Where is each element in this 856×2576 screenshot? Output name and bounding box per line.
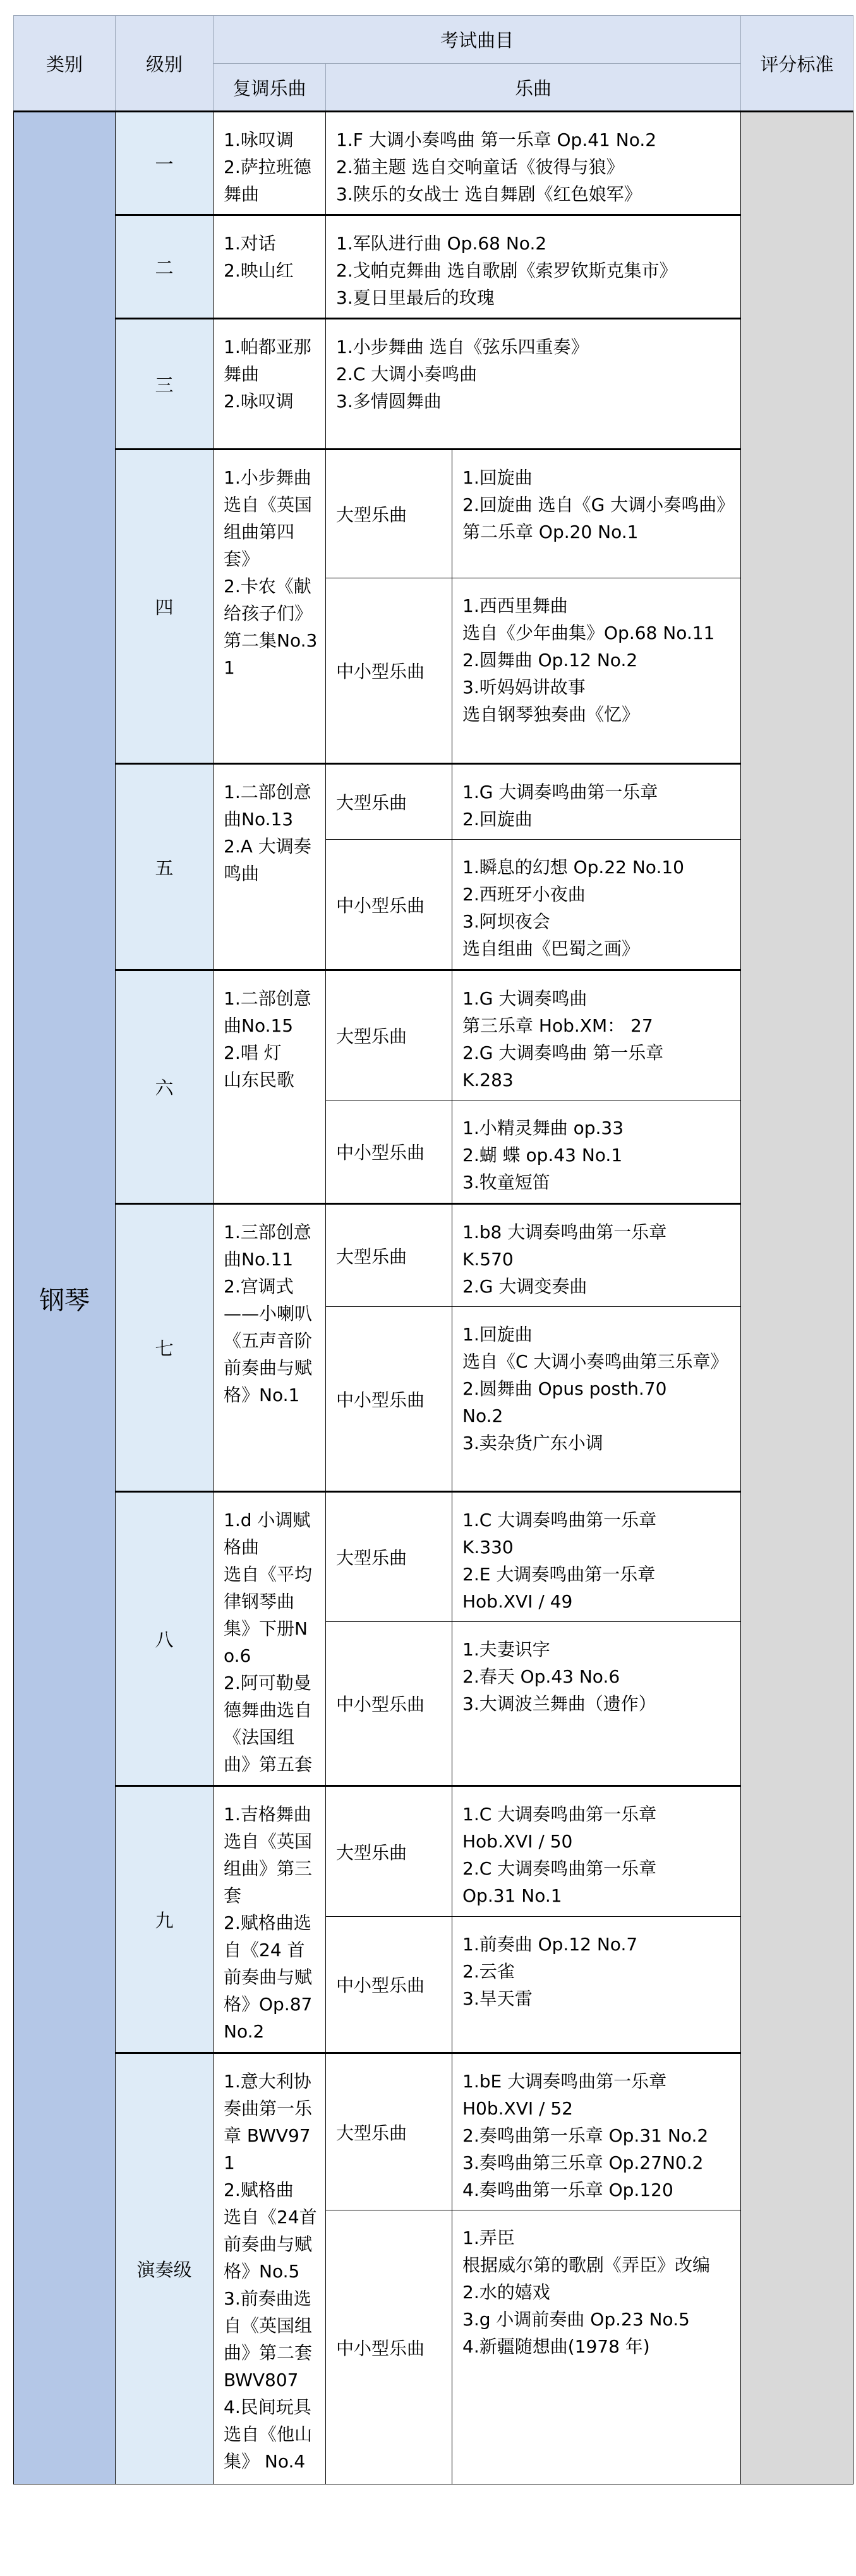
level-cell: 二 (116, 215, 214, 319)
piece-item: 2.奏鸣曲第一乐章 Op.31 No.2 (462, 2125, 709, 2146)
medium-pieces-cell (452, 1622, 741, 1786)
piano-exam-table (13, 15, 853, 2484)
piece-item: 2.回旋曲 选自《G 大调小奏鸣曲》 (462, 494, 735, 515)
category-cell (14, 112, 116, 2484)
large-pieces-label: 大型乐曲 (326, 764, 452, 840)
level-cell: 八 (116, 1492, 214, 1786)
piece-item: Op.31 No.1 (462, 1885, 562, 1906)
table-body (14, 112, 853, 2484)
table-row (14, 215, 853, 319)
level-cell: 六 (116, 970, 214, 1204)
piece-item: 第三乐章 Hob.XM： 27 (462, 1015, 653, 1036)
piece-item: 1.咏叹调 (224, 129, 294, 150)
medium-pieces-cell (452, 1917, 741, 2053)
piece-item: 2.A 大调奏鸣曲 (224, 836, 311, 884)
large-pieces-cell (452, 970, 741, 1100)
medium-pieces-cell (452, 1307, 741, 1492)
piece-item: 选自《平均律钢琴曲集》下册No.6 (224, 1564, 313, 1666)
piece-item: 2.圆舞曲 Opus posth.70 (462, 1378, 667, 1399)
piece-item: 2.E 大调奏鸣曲第一乐章 (462, 1564, 656, 1585)
large-pieces-label: 大型乐曲 (326, 2053, 452, 2210)
header-category: 类别 (14, 16, 116, 112)
piece-item: 1.前奏曲 Op.12 No.7 (462, 1934, 638, 1955)
piece-item: 根据威尔第的歌剧《弄臣》改编 (462, 2255, 711, 2275)
piece-item: 2.卡农《献给孩子们》第二集No.31 (224, 576, 318, 678)
pieces-cell (326, 112, 741, 215)
piece-item: 3.前奏曲选自《英国组曲》第二套BWV807 (224, 2288, 313, 2390)
piece-item: 2.戈帕克舞曲 选自歌剧《索罗钦斯克集市》 (336, 260, 677, 281)
polyphonic-cell (214, 1786, 326, 2053)
piece-item: 2.猫主题 选自交响童话《彼得与狼》 (336, 157, 624, 177)
piece-item: 1.小精灵舞曲 op.33 (462, 1118, 624, 1138)
polyphonic-cell (214, 319, 326, 450)
piece-item: K.330 (462, 1537, 514, 1558)
piece-item: 1.小步舞曲 选自《弦乐四重奏》 (336, 337, 589, 357)
piece-item: 1.F 大调小奏鸣曲 第一乐章 Op.41 No.2 (336, 129, 657, 150)
large-pieces-label: 大型乐曲 (326, 970, 452, 1100)
piece-item: No.2 (462, 1405, 503, 1426)
piece-item: 2.映山红 (224, 260, 294, 281)
piece-item: 3.多情圆舞曲 (336, 391, 442, 412)
level-cell: 三 (116, 319, 214, 450)
medium-pieces-label: 中小型乐曲 (326, 2210, 452, 2484)
piece-item: 3.牧童短笛 (462, 1172, 550, 1193)
piece-item: 1.小步舞曲选自《英国组曲第四套》 (224, 467, 313, 569)
medium-pieces-label: 中小型乐曲 (326, 1307, 452, 1492)
piece-item: 选自组曲《巴蜀之画》 (462, 938, 640, 959)
piece-item: 1.C 大调奏鸣曲第一乐章 (462, 1510, 657, 1530)
piece-item: 2.唱 灯 (224, 1042, 282, 1063)
piece-item: 1.G 大调奏鸣曲第一乐章 (462, 782, 658, 802)
level-cell: 演奏级 (116, 2053, 214, 2484)
piece-item: 3.陕乐的女战士 选自舞剧《红色娘军》 (336, 184, 642, 205)
piece-item: 1.帕都亚那舞曲 (224, 337, 311, 385)
level-cell: 五 (116, 764, 214, 970)
large-pieces-label: 大型乐曲 (326, 1786, 452, 1917)
piece-item: 1.b8 大调奏鸣曲第一乐章 (462, 1222, 667, 1243)
polyphonic-cell (214, 1204, 326, 1492)
header-pieces: 乐曲 (326, 64, 741, 112)
piece-item: 2.春天 Op.43 No.6 (462, 1666, 620, 1687)
large-pieces-cell (452, 450, 741, 578)
polyphonic-cell (214, 215, 326, 319)
piece-item: 1.回旋曲 (462, 467, 533, 488)
medium-pieces-label: 中小型乐曲 (326, 578, 452, 764)
header-exam-pieces: 考试曲目 (214, 16, 741, 64)
table-row (14, 1492, 853, 1622)
piece-item: 2.水的嬉戏 (462, 2282, 550, 2303)
large-pieces-label: 大型乐曲 (326, 1492, 452, 1622)
large-pieces-label: 大型乐曲 (326, 450, 452, 578)
piece-item: Hob.XVI / 49 (462, 1591, 573, 1612)
piece-item: K.283 (462, 1070, 514, 1090)
piece-item: 2.G 大调变奏曲 (462, 1276, 588, 1297)
piece-item: 1.意大利协奏曲第一乐章 BWV971 (224, 2071, 313, 2173)
piece-item: H0b.XVI / 52 (462, 2098, 573, 2119)
table-row (14, 970, 853, 1100)
pieces-cell (326, 215, 741, 319)
piece-item: 选自《24首前奏曲与赋格》No.5 (224, 2207, 317, 2282)
piece-item: 2.圆舞曲 Op.12 No.2 (462, 650, 638, 671)
polyphonic-cell (214, 112, 326, 215)
piece-item: 3.卖杂货广东小调 (462, 1433, 603, 1453)
piece-item: 3.夏日里最后的玫瑰 (336, 287, 495, 308)
polyphonic-cell (214, 2053, 326, 2484)
piece-item: 2.西班牙小夜曲 (462, 884, 586, 905)
table-row (14, 1786, 853, 1917)
piece-item: 3.奏鸣曲第三乐章 Op.27N0.2 (462, 2152, 704, 2173)
table-row (14, 2053, 853, 2210)
level-cell: 九 (116, 1786, 214, 2053)
level-cell: 四 (116, 450, 214, 764)
piece-item: Hob.XVI / 50 (462, 1831, 573, 1852)
piece-item: 1.回旋曲 (462, 1324, 533, 1345)
piece-item: 1.d 小调赋格曲 (224, 1510, 311, 1558)
piece-item: 1.C 大调奏鸣曲第一乐章 (462, 1804, 657, 1825)
piece-item: 2.宫调式——小喇叭《五声音阶前奏曲与赋格》No.1 (224, 1276, 313, 1405)
piece-item: 山东民歌 (224, 1070, 295, 1090)
header-scoring: 评分标准 (741, 16, 853, 112)
piece-item: 第二乐章 Op.20 No.1 (462, 522, 639, 542)
piece-item: 1.二部创意曲No.13 (224, 782, 311, 830)
medium-pieces-label: 中小型乐曲 (326, 1622, 452, 1786)
piece-item: 2.C 大调小奏鸣曲 (336, 364, 478, 385)
piece-item: 1.bE 大调奏鸣曲第一乐章 (462, 2071, 667, 2092)
table-row (14, 1204, 853, 1307)
piece-item: 1.三部创意曲No.11 (224, 1222, 311, 1270)
piece-item: 1.弄臣 (462, 2227, 515, 2248)
medium-pieces-label: 中小型乐曲 (326, 840, 452, 970)
piece-item: 2.赋格曲 (224, 2179, 294, 2200)
medium-pieces-cell (452, 1100, 741, 1204)
header-polyphonic: 复调乐曲 (214, 64, 326, 112)
piece-item: 3.旱天雷 (462, 1988, 533, 2009)
piece-item: 2.萨拉班德舞曲 (224, 157, 311, 205)
table-row (14, 764, 853, 840)
piece-item: 选自钢琴独奏曲《忆》 (462, 704, 640, 725)
piece-item: 3.听妈妈讲故事 (462, 677, 586, 698)
piece-item: 2.蝴 蝶 op.43 No.1 (462, 1145, 623, 1166)
piece-item: K.570 (462, 1249, 514, 1270)
polyphonic-cell (214, 970, 326, 1204)
large-pieces-cell (452, 2053, 741, 2210)
piece-item: 3.大调波兰舞曲（遗作） (462, 1693, 656, 1714)
medium-pieces-label: 中小型乐曲 (326, 1100, 452, 1204)
scoring-cell (741, 112, 853, 2484)
category-label: 钢琴 (39, 1285, 90, 1315)
piece-item: 4.新疆随想曲(1978 年) (462, 2336, 650, 2357)
piece-item: 1.军队进行曲 Op.68 No.2 (336, 233, 547, 254)
piece-item: 2.G 大调奏鸣曲 第一乐章 (462, 1042, 664, 1063)
medium-pieces-cell (452, 2210, 741, 2484)
piece-item: 2.阿可勒曼德舞曲选自《法国组曲》第五套 (224, 1673, 313, 1775)
large-pieces-cell (452, 1786, 741, 1917)
piece-item: 1.吉格舞曲选自《英国组曲》第三套 (224, 1804, 313, 1906)
piece-item: 2.回旋曲 (462, 809, 533, 830)
level-cell: 七 (116, 1204, 214, 1492)
piece-item: 1.夫妻识字 (462, 1639, 550, 1660)
piece-item: 选自《少年曲集》Op.68 No.11 (462, 623, 715, 643)
piece-item: 2.C 大调奏鸣曲第一乐章 (462, 1858, 657, 1879)
large-pieces-label: 大型乐曲 (326, 1204, 452, 1307)
piece-item: 1.对话 (224, 233, 276, 254)
header-level: 级别 (116, 16, 214, 112)
level-cell: 一 (116, 112, 214, 215)
table-row (14, 319, 853, 450)
medium-pieces-label: 中小型乐曲 (326, 1917, 452, 2053)
medium-pieces-cell (452, 840, 741, 970)
piece-item: 4.奏鸣曲第一乐章 Op.120 (462, 2179, 673, 2200)
piece-item: 2.云雀 (462, 1961, 515, 1982)
medium-pieces-cell (452, 578, 741, 764)
piece-item: 选自《C 大调小奏鸣曲第三乐章》 (462, 1351, 728, 1372)
table-row (14, 112, 853, 215)
piece-item: 3.阿坝夜会 (462, 911, 550, 932)
piece-item: 1.西西里舞曲 (462, 595, 568, 616)
table-row (14, 450, 853, 578)
piece-item: 1.二部创意曲No.15 (224, 988, 311, 1036)
polyphonic-cell (214, 764, 326, 970)
piece-item: 1.瞬息的幻想 Op.22 No.10 (462, 857, 684, 878)
piece-item: 2.咏叹调 (224, 391, 294, 412)
piece-item: 4.民间玩具选自《他山集》 No.4 (224, 2397, 313, 2472)
large-pieces-cell (452, 764, 741, 840)
polyphonic-cell (214, 1492, 326, 1786)
piece-item: 1.G 大调奏鸣曲 (462, 988, 588, 1009)
pieces-cell (326, 319, 741, 450)
piece-item: 3.g 小调前奏曲 Op.23 No.5 (462, 2309, 690, 2330)
piece-item: 2.赋格曲选自《24 首前奏曲与赋格》Op.87 No.2 (224, 1912, 313, 2042)
large-pieces-cell (452, 1492, 741, 1622)
polyphonic-cell (214, 450, 326, 764)
large-pieces-cell (452, 1204, 741, 1307)
